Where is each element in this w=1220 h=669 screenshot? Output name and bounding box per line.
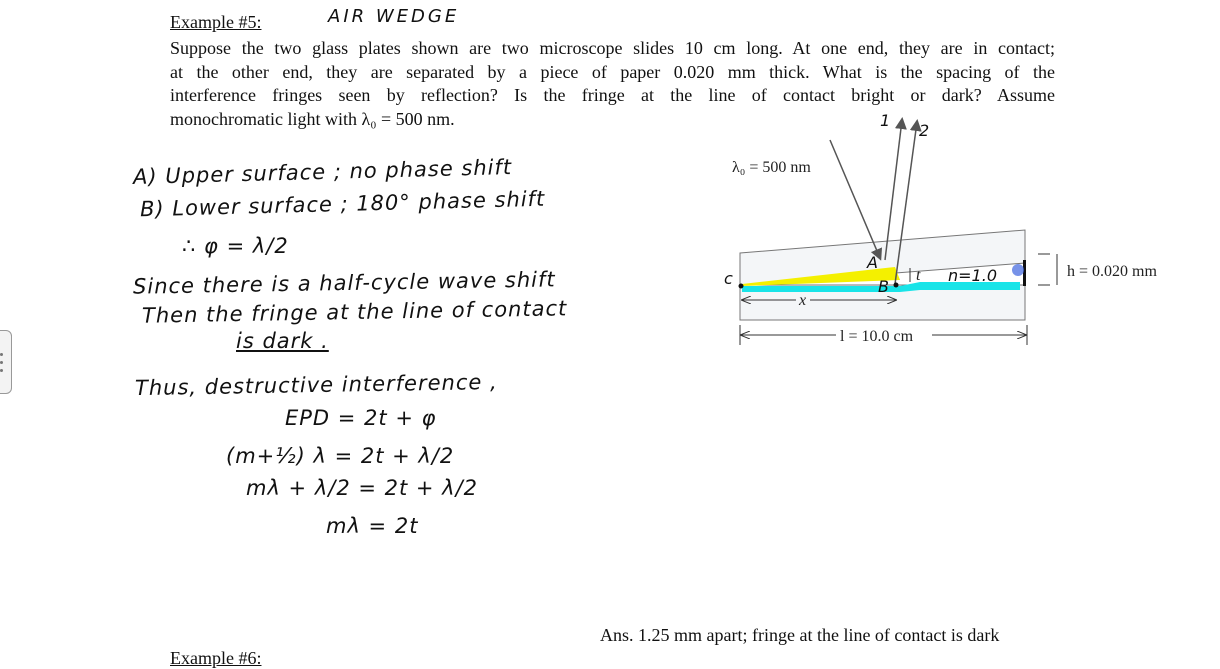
- answer-text: Ans. 1.25 mm apart; fringe at the line of contact is dark: [600, 625, 1000, 645]
- ray-1-label: 1: [880, 111, 891, 130]
- side-panel-handle[interactable]: [0, 330, 12, 394]
- thickness-label: t: [916, 267, 921, 284]
- note-phase-result: ∴ φ = λ/2: [182, 234, 289, 258]
- handle-grip-dot: [0, 361, 3, 364]
- equation-result: mλ = 2t: [326, 514, 419, 538]
- incident-ray: [830, 140, 880, 258]
- l-label: l = 10.0 cm: [840, 328, 914, 345]
- ray-2-label: 2: [919, 121, 930, 140]
- handle-grip-dot: [0, 369, 3, 372]
- equation-half-cycle: (m+½) λ = 2t + λ/2: [226, 444, 455, 468]
- problem-line: interference fringes seen by reflection? Is the fringe at the line of contact bright or dark? Assume: [170, 85, 1055, 105]
- problem-line: monochromatic light with λ₀ = 500 nm.: [170, 108, 455, 129]
- note-lower-surface: B) Lower surface ; 180° phase shift: [139, 186, 546, 222]
- wavelength-label: λ₀ = 500 nm: [732, 159, 811, 176]
- example-5-handwritten-title: AIR WEDGE: [328, 6, 460, 27]
- pointer-cursor: [1012, 264, 1024, 276]
- point-c-dot: [739, 284, 744, 289]
- point-b-dot: [894, 283, 899, 288]
- point-a-label: A: [867, 253, 878, 272]
- point-b-label: B: [878, 277, 889, 296]
- problem-line: Suppose the two glass plates shown are two microscope slides 10 cm long. At one end, they are in contact;: [170, 38, 1055, 58]
- equation-cancel: mλ + λ/2 = 2t + λ/2: [246, 476, 479, 500]
- example-5-title: Example #5:: [170, 12, 262, 32]
- problem-line: at the other end, they are separated by a piece of paper 0.020 mm thick. What is the spacing of the: [170, 61, 1055, 82]
- equation-epd: EPD = 2t + φ: [285, 406, 437, 430]
- air-wedge-diagram: [720, 100, 1190, 350]
- x-label: x: [799, 292, 807, 309]
- h-label: h = 0.020 mm: [1067, 263, 1157, 280]
- note-since-line-1: Since there is a half-cycle wave shift: [132, 267, 556, 299]
- refractive-index-label: n=1.0: [948, 266, 997, 285]
- reflected-ray-1: [885, 120, 902, 260]
- point-c-label: c: [724, 269, 733, 288]
- note-since-line-3: is dark .: [236, 329, 329, 353]
- handle-grip-dot: [0, 353, 3, 356]
- paper-spacer: [1023, 260, 1026, 286]
- example-6-title: Example #6:: [170, 648, 262, 668]
- note-since-line-2: Then the fringe at the line of contact: [141, 296, 568, 328]
- note-destructive: Thus, destructive interference ,: [134, 369, 498, 401]
- note-upper-surface: A) Upper surface ; no phase shift: [132, 155, 513, 189]
